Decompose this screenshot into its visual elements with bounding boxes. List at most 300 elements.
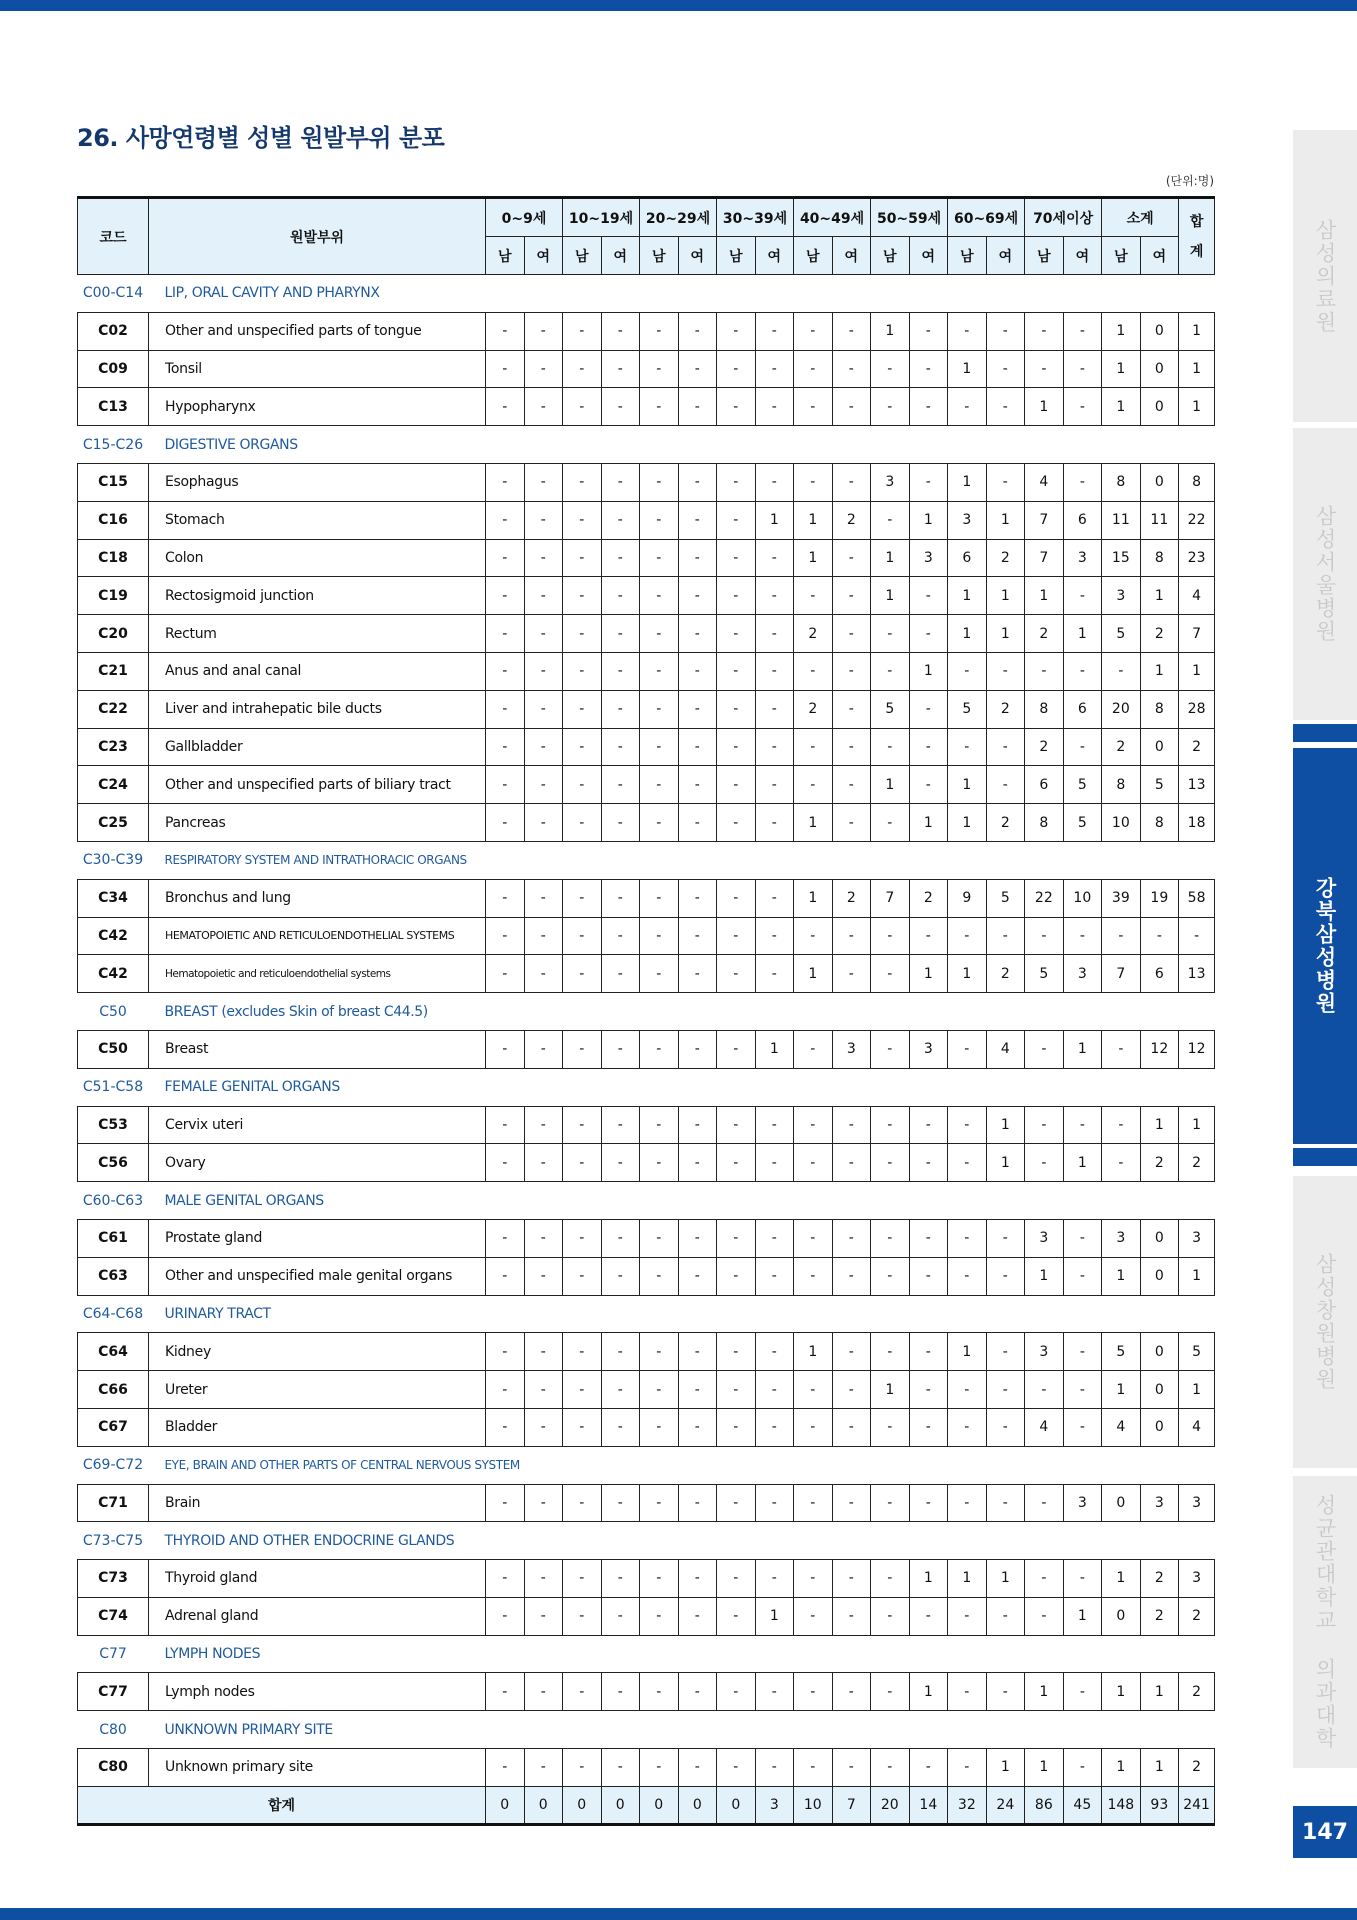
value-cell: 2 [986, 690, 1025, 728]
site-name: Other and unspecified male genital organs [149, 1257, 486, 1295]
value-cell: - [563, 1371, 602, 1409]
value-cell: 1 [871, 312, 910, 350]
value-cell: - [986, 1673, 1025, 1711]
category-code: C51-C58 [78, 1068, 149, 1106]
table-row [78, 312, 1215, 350]
value-cell: - [871, 1257, 910, 1295]
value-cell: - [486, 690, 525, 728]
value-cell: - [524, 766, 563, 804]
value-cell: - [794, 1749, 833, 1787]
value-cell: 5 [1140, 766, 1179, 804]
value-cell: - [794, 312, 833, 350]
site-code: C74 [78, 1597, 149, 1635]
value-cell: - [524, 1030, 563, 1068]
side-tab[interactable] [1293, 130, 1357, 422]
value-cell: 3 [909, 1030, 948, 1068]
header-sex-female: 여 [1063, 237, 1102, 275]
site-name: Liver and intrahepatic bile ducts [149, 690, 486, 728]
value-cell: - [909, 1333, 948, 1371]
value-cell: - [717, 1333, 756, 1371]
total-value-cell: 0 [486, 1786, 525, 1824]
value-cell: 2 [794, 690, 833, 728]
value-cell: - [601, 1106, 640, 1144]
site-name: Adrenal gland [149, 1597, 486, 1635]
value-cell: - [1140, 917, 1179, 955]
value-cell: 1 [1025, 577, 1064, 615]
unit-label: (단위:명) [1165, 174, 1214, 188]
value-cell: - [871, 804, 910, 842]
total-value-cell: 86 [1025, 1786, 1064, 1824]
value-cell: - [486, 1030, 525, 1068]
site-code: C63 [78, 1257, 149, 1295]
value-cell: 1 [986, 577, 1025, 615]
table-row [78, 1560, 1215, 1598]
value-cell: 1 [1102, 1673, 1141, 1711]
value-cell: 1 [794, 804, 833, 842]
header-sex-male: 남 [794, 237, 833, 275]
distribution-table [77, 196, 1215, 1826]
value-cell: - [678, 350, 717, 388]
value-cell: - [755, 955, 794, 993]
value-cell: 7 [1025, 539, 1064, 577]
value-cell: 39 [1102, 879, 1141, 917]
value-cell: - [563, 501, 602, 539]
value-cell: 5 [1025, 955, 1064, 993]
value-cell: 1 [755, 1030, 794, 1068]
value-cell: 1 [1063, 1144, 1102, 1182]
value-cell: - [524, 1749, 563, 1787]
value-cell: - [948, 1219, 987, 1257]
value-cell: - [909, 1408, 948, 1446]
value-cell: - [986, 312, 1025, 350]
table-row [78, 804, 1215, 842]
site-name: Bladder [149, 1408, 486, 1446]
value-cell: - [1063, 1371, 1102, 1409]
value-cell: - [524, 1673, 563, 1711]
value-cell: - [524, 1371, 563, 1409]
value-cell: 0 [1140, 1371, 1179, 1409]
value-cell: - [755, 1257, 794, 1295]
value-cell: 7 [1179, 615, 1215, 653]
value-cell: 1 [1179, 1257, 1215, 1295]
site-name: Tonsil [149, 350, 486, 388]
value-cell: - [948, 1030, 987, 1068]
value-cell: - [948, 1597, 987, 1635]
value-cell: 22 [1025, 879, 1064, 917]
value-cell: 5 [1102, 615, 1141, 653]
table-row [78, 388, 1215, 426]
value-cell: - [601, 804, 640, 842]
value-cell: - [640, 804, 679, 842]
value-cell: - [909, 463, 948, 501]
value-cell: 1 [755, 501, 794, 539]
value-cell: 1 [1179, 652, 1215, 690]
value-cell: 1 [1179, 1106, 1215, 1144]
site-code: C16 [78, 501, 149, 539]
value-cell: 1 [794, 501, 833, 539]
total-value-cell: 20 [871, 1786, 910, 1824]
value-cell: - [678, 1673, 717, 1711]
value-cell: - [486, 879, 525, 917]
side-tab[interactable] [1293, 428, 1357, 720]
value-cell: - [563, 312, 602, 350]
value-cell: - [794, 388, 833, 426]
value-cell: - [524, 690, 563, 728]
value-cell: - [755, 539, 794, 577]
value-cell: - [832, 1257, 871, 1295]
value-cell: - [563, 728, 602, 766]
header-sex-female: 여 [986, 237, 1025, 275]
header-code: 코드 [78, 198, 149, 275]
value-cell: - [832, 463, 871, 501]
value-cell: - [986, 1484, 1025, 1522]
value-cell: 1 [1102, 1257, 1141, 1295]
side-tab-label: 강북삼성병원 [1313, 877, 1337, 1015]
value-cell: 1 [1102, 312, 1141, 350]
table-row [78, 615, 1215, 653]
value-cell: - [871, 917, 910, 955]
value-cell: - [640, 312, 679, 350]
value-cell: - [1025, 1560, 1064, 1598]
value-cell: - [563, 652, 602, 690]
value-cell: - [486, 1371, 525, 1409]
value-cell: - [563, 879, 602, 917]
value-cell: 1 [1063, 615, 1102, 653]
value-cell: - [563, 1749, 602, 1787]
value-cell: - [986, 388, 1025, 426]
value-cell: - [871, 1106, 910, 1144]
table-row [78, 1030, 1215, 1068]
table-row [78, 955, 1215, 993]
value-cell: - [601, 690, 640, 728]
site-code: C13 [78, 388, 149, 426]
header-sex-male: 남 [486, 237, 525, 275]
header-sex-female: 여 [601, 237, 640, 275]
value-cell: - [563, 463, 602, 501]
value-cell: - [986, 463, 1025, 501]
value-cell: - [871, 1597, 910, 1635]
value-cell: - [717, 955, 756, 993]
site-code: C56 [78, 1144, 149, 1182]
value-cell: - [640, 766, 679, 804]
value-cell: - [601, 1333, 640, 1371]
value-cell: - [524, 539, 563, 577]
value-cell: - [640, 539, 679, 577]
value-cell: 3 [871, 463, 910, 501]
value-cell: - [563, 388, 602, 426]
category-row [78, 275, 1215, 313]
value-cell: 1 [1063, 1597, 1102, 1635]
value-cell: - [832, 615, 871, 653]
value-cell: - [1063, 1106, 1102, 1144]
total-value-cell: 0 [601, 1786, 640, 1824]
value-cell: - [717, 1219, 756, 1257]
value-cell: - [909, 350, 948, 388]
value-cell: - [871, 1408, 910, 1446]
value-cell: - [1025, 917, 1064, 955]
value-cell: 1 [909, 1673, 948, 1711]
value-cell: 8 [1102, 766, 1141, 804]
total-value-cell: 241 [1179, 1786, 1215, 1824]
value-cell: - [524, 1484, 563, 1522]
value-cell: 1 [1063, 1030, 1102, 1068]
value-cell: 1 [794, 1333, 833, 1371]
header-sex-female: 여 [1140, 237, 1179, 275]
value-cell: - [832, 1673, 871, 1711]
value-cell: - [486, 312, 525, 350]
value-cell: - [717, 804, 756, 842]
value-cell: - [563, 350, 602, 388]
site-code: C18 [78, 539, 149, 577]
value-cell: 1 [986, 501, 1025, 539]
value-cell: - [986, 1219, 1025, 1257]
value-cell: - [1102, 652, 1141, 690]
header-site: 원발부위 [149, 198, 486, 275]
value-cell: 3 [1063, 955, 1102, 993]
value-cell: 1 [1140, 652, 1179, 690]
table-row [78, 1219, 1215, 1257]
value-cell: - [601, 652, 640, 690]
value-cell: 6 [1063, 501, 1102, 539]
table-row [78, 1673, 1215, 1711]
table-row [78, 501, 1215, 539]
value-cell: - [524, 917, 563, 955]
value-cell: - [717, 388, 756, 426]
value-cell: - [640, 1484, 679, 1522]
category-row [78, 1635, 1215, 1673]
value-cell: 11 [1102, 501, 1141, 539]
side-tab-label: 성균관대학교 의과대학 [1313, 1494, 1337, 1750]
value-cell: - [563, 955, 602, 993]
value-cell: 1 [948, 1333, 987, 1371]
category-code: C15-C26 [78, 426, 149, 464]
value-cell: 12 [1140, 1030, 1179, 1068]
value-cell: - [755, 728, 794, 766]
category-row [78, 1068, 1215, 1106]
value-cell: - [755, 1371, 794, 1409]
site-code: C77 [78, 1673, 149, 1711]
value-cell: - [832, 388, 871, 426]
category-code: C00-C14 [78, 275, 149, 313]
value-cell: - [755, 690, 794, 728]
site-name: Anus and anal canal [149, 652, 486, 690]
value-cell: 1 [755, 1597, 794, 1635]
value-cell: - [832, 804, 871, 842]
value-cell: - [909, 1749, 948, 1787]
side-tab[interactable] [1293, 1176, 1357, 1468]
category-row [78, 426, 1215, 464]
site-name: Other and unspecified parts of biliary tract [149, 766, 486, 804]
category-code: C77 [78, 1635, 149, 1673]
value-cell: - [486, 652, 525, 690]
value-cell: 1 [909, 804, 948, 842]
value-cell: 0 [1140, 728, 1179, 766]
table-row [78, 1408, 1215, 1446]
value-cell: 5 [1179, 1333, 1215, 1371]
value-cell: 0 [1140, 388, 1179, 426]
value-cell: - [486, 1333, 525, 1371]
header-age-group: 50~59세 [871, 198, 948, 237]
value-cell: - [755, 879, 794, 917]
value-cell: - [563, 1106, 602, 1144]
value-cell: - [678, 1560, 717, 1598]
value-cell: - [601, 615, 640, 653]
header-sex-male: 남 [640, 237, 679, 275]
value-cell: - [486, 1257, 525, 1295]
value-cell: - [948, 312, 987, 350]
table-row [78, 350, 1215, 388]
side-tab[interactable] [1293, 748, 1357, 1144]
table-row [78, 539, 1215, 577]
value-cell: - [717, 539, 756, 577]
value-cell: 18 [1179, 804, 1215, 842]
header-sex-female: 여 [678, 237, 717, 275]
total-value-cell: 10 [794, 1786, 833, 1824]
value-cell: - [909, 312, 948, 350]
value-cell: - [986, 1257, 1025, 1295]
table-row [78, 463, 1215, 501]
total-row [78, 1786, 1215, 1824]
value-cell: - [1063, 388, 1102, 426]
category-name: THYROID AND OTHER ENDOCRINE GLANDS [149, 1522, 1215, 1560]
header-sex-female: 여 [524, 237, 563, 275]
value-cell: 0 [1140, 1333, 1179, 1371]
value-cell: - [986, 766, 1025, 804]
value-cell: - [524, 955, 563, 993]
value-cell: 5 [871, 690, 910, 728]
value-cell: 2 [1179, 1749, 1215, 1787]
header-subtotal: 소계 [1102, 198, 1179, 237]
value-cell: - [1025, 1484, 1064, 1522]
value-cell: 6 [948, 539, 987, 577]
value-cell: - [678, 1749, 717, 1787]
value-cell: 4 [986, 1030, 1025, 1068]
value-cell: - [717, 1106, 756, 1144]
value-cell: - [717, 690, 756, 728]
value-cell: - [1102, 1106, 1141, 1144]
value-cell: - [1063, 312, 1102, 350]
value-cell: - [909, 1597, 948, 1635]
value-cell: - [601, 1219, 640, 1257]
category-name: LYMPH NODES [149, 1635, 1215, 1673]
category-name: URINARY TRACT [149, 1295, 1215, 1333]
value-cell: 0 [1140, 463, 1179, 501]
value-cell: - [640, 1106, 679, 1144]
category-name: UNKNOWN PRIMARY SITE [149, 1711, 1215, 1749]
value-cell: - [486, 615, 525, 653]
value-cell: - [486, 1560, 525, 1598]
header-total-label: 합 계 [1189, 213, 1204, 260]
value-cell: - [832, 652, 871, 690]
value-cell: - [755, 766, 794, 804]
value-cell: 3 [1140, 1484, 1179, 1522]
value-cell: - [563, 917, 602, 955]
site-code: C23 [78, 728, 149, 766]
value-cell: - [601, 312, 640, 350]
value-cell: - [794, 350, 833, 388]
side-tab-label: 삼성의료원 [1313, 218, 1337, 334]
value-cell: - [524, 1106, 563, 1144]
value-cell: 10 [1063, 879, 1102, 917]
value-cell: - [640, 652, 679, 690]
value-cell: 5 [1063, 766, 1102, 804]
value-cell: 1 [1025, 1749, 1064, 1787]
value-cell: 5 [986, 879, 1025, 917]
value-cell: - [717, 1484, 756, 1522]
value-cell: - [948, 1673, 987, 1711]
category-row [78, 1446, 1215, 1484]
value-cell: - [486, 1749, 525, 1787]
value-cell: - [948, 1257, 987, 1295]
site-code: C73 [78, 1560, 149, 1598]
value-cell: - [486, 388, 525, 426]
value-cell: 0 [1140, 1257, 1179, 1295]
value-cell: - [601, 1408, 640, 1446]
value-cell: 2 [794, 615, 833, 653]
value-cell: - [717, 728, 756, 766]
bottom-accent-bar [0, 1908, 1357, 1920]
value-cell: - [948, 388, 987, 426]
site-name: HEMATOPOIETIC AND RETICULOENDOTHELIAL SYSTEMS [149, 917, 486, 955]
value-cell: - [601, 1371, 640, 1409]
value-cell: - [524, 1560, 563, 1598]
value-cell: - [640, 1333, 679, 1371]
value-cell: 1 [871, 766, 910, 804]
value-cell: - [832, 728, 871, 766]
value-cell: 1 [1025, 1257, 1064, 1295]
value-cell: - [1025, 1597, 1064, 1635]
value-cell: - [640, 577, 679, 615]
value-cell: - [717, 1560, 756, 1598]
category-name: LIP, ORAL CAVITY AND PHARYNX [149, 275, 1215, 313]
value-cell: - [909, 577, 948, 615]
value-cell: 1 [948, 615, 987, 653]
value-cell: - [1063, 1673, 1102, 1711]
value-cell: - [755, 615, 794, 653]
site-code: C34 [78, 879, 149, 917]
value-cell: - [1179, 917, 1215, 955]
value-cell: 1 [948, 955, 987, 993]
site-name: Prostate gland [149, 1219, 486, 1257]
value-cell: - [755, 1333, 794, 1371]
table-row [78, 690, 1215, 728]
total-value-cell: 148 [1102, 1786, 1141, 1824]
value-cell: - [524, 1408, 563, 1446]
value-cell: 0 [1140, 1408, 1179, 1446]
value-cell: 1 [1102, 350, 1141, 388]
value-cell: - [717, 501, 756, 539]
value-cell: - [755, 1673, 794, 1711]
value-cell: 3 [1102, 1219, 1141, 1257]
value-cell: 23 [1179, 539, 1215, 577]
value-cell: - [486, 804, 525, 842]
value-cell: - [909, 1106, 948, 1144]
site-code: C71 [78, 1484, 149, 1522]
value-cell: - [755, 1144, 794, 1182]
value-cell: - [909, 1219, 948, 1257]
table-row [78, 879, 1215, 917]
value-cell: - [601, 879, 640, 917]
category-name: FEMALE GENITAL ORGANS [149, 1068, 1215, 1106]
site-name: Breast [149, 1030, 486, 1068]
value-cell: - [755, 1106, 794, 1144]
value-cell: - [832, 917, 871, 955]
value-cell: - [794, 1673, 833, 1711]
side-tab[interactable] [1293, 1476, 1357, 1768]
value-cell: 2 [1179, 1597, 1215, 1635]
site-name: Hypopharynx [149, 388, 486, 426]
value-cell: 1 [1102, 1749, 1141, 1787]
